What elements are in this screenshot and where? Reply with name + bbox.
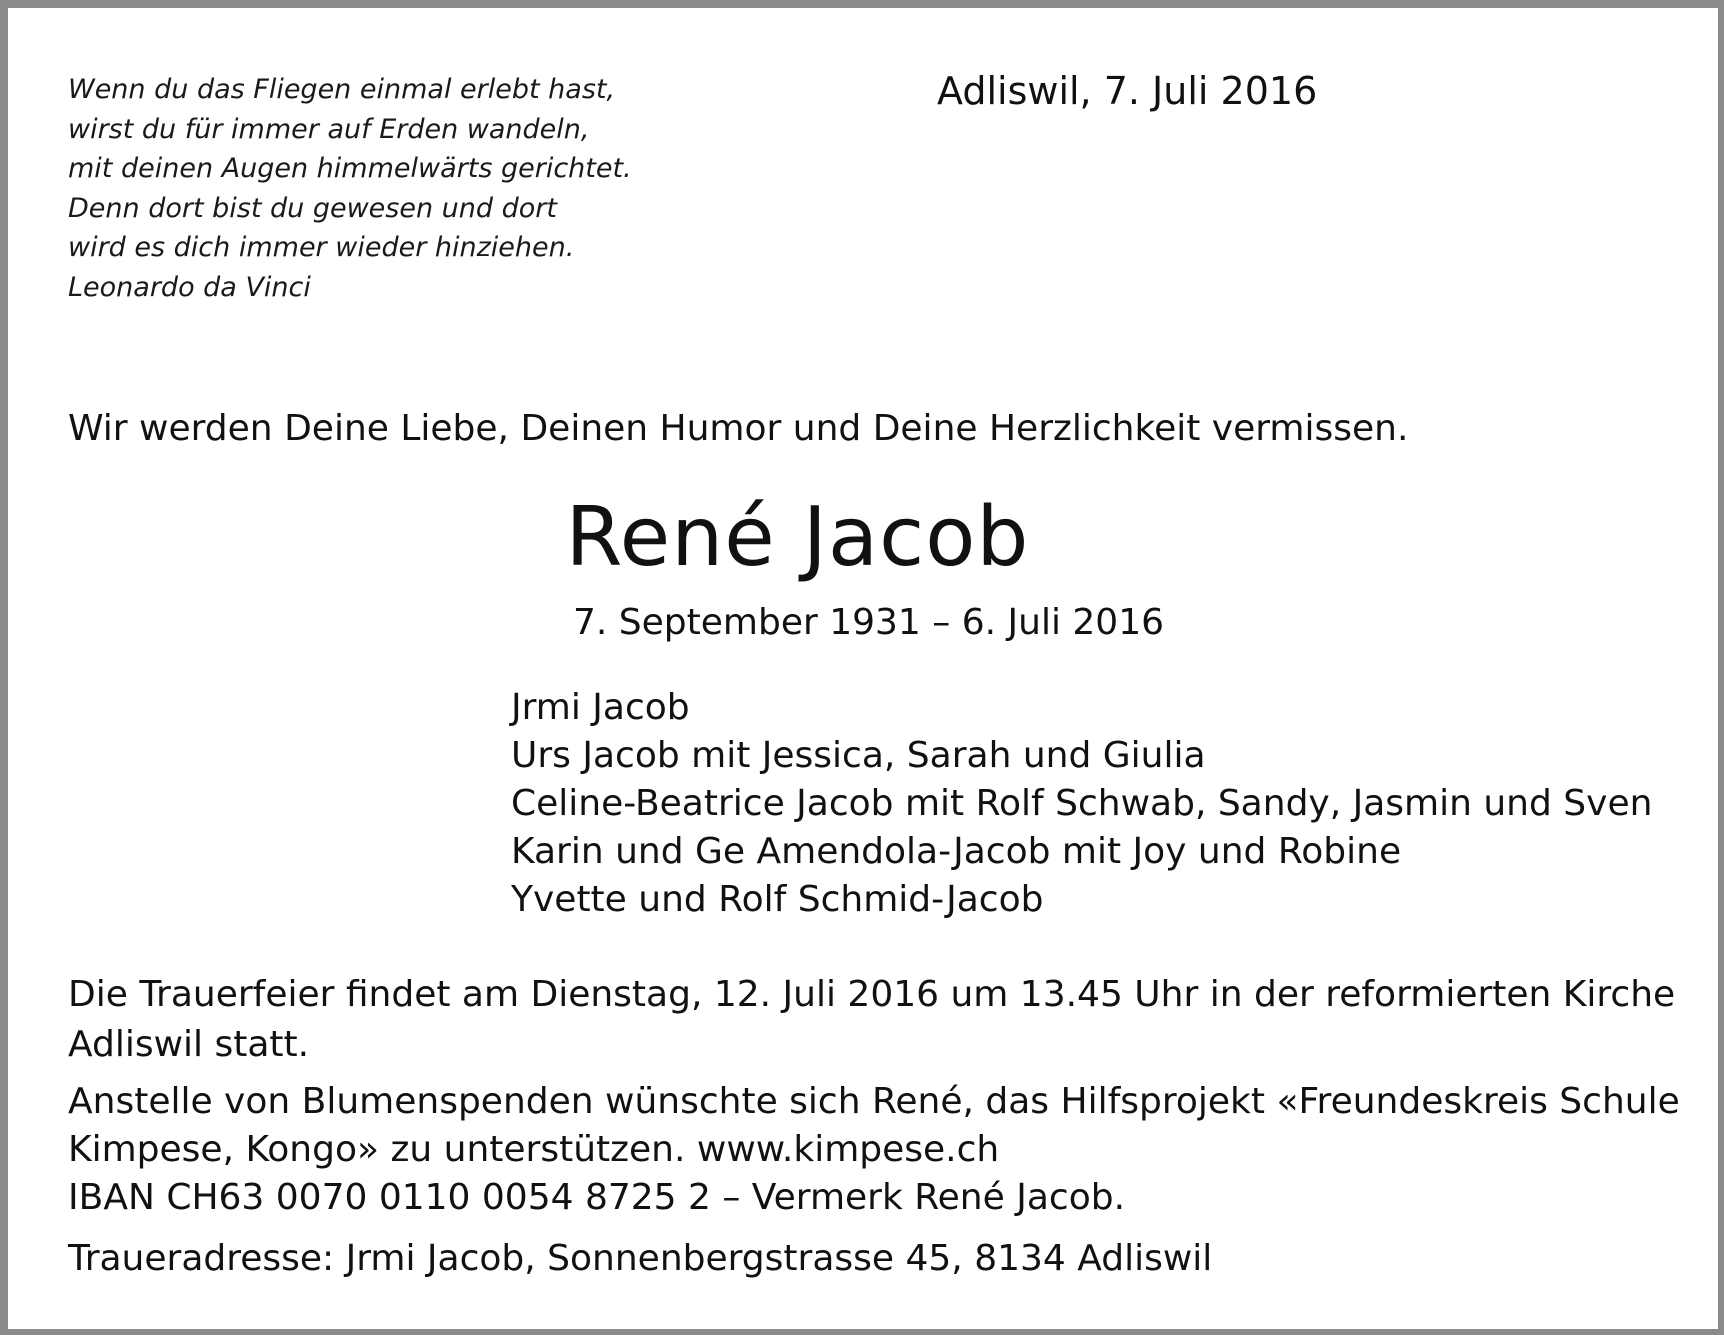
mourners-list (511, 684, 1652, 924)
intro-text: Wir werden Deine Liebe, Deinen Humor und Deine Herzlichkeit vermissen. (68, 408, 1409, 449)
place-date: Adliswil, 7. Juli 2016 (937, 69, 1318, 113)
service-info (68, 970, 1675, 1070)
donation-line: IBAN CH63 0070 0110 0054 8725 2 – Vermerk René Jacob. (68, 1177, 1126, 1218)
quote-line: Denn dort bist du gewesen und dort (68, 192, 557, 224)
mourner-line: Jrmi Jacob (511, 687, 690, 728)
mourner-line: Celine-Beatrice Jacob mit Rolf Schwab, Sandy, Jasmin und Sven (511, 783, 1653, 824)
mourner-line: Urs Jacob mit Jessica, Sarah und Giulia (511, 735, 1206, 776)
quote-line: Wenn du das Fliegen einmal erlebt hast, (68, 74, 616, 105)
service-line: Die Trauerfeier findet am Dienstag, 12. Juli 2016 um 13.45 Uhr in der reformierten Kirche (68, 974, 1676, 1015)
deceased-name-row (8, 488, 1724, 588)
mourner-line: Karin und Ge Amendola-Jacob mit Joy und Robine (511, 831, 1402, 872)
quote-block (68, 70, 632, 307)
quote-line: mit deinen Augen himmelwärts gerichtet. (68, 153, 632, 184)
mourning-address: Traueradresse: Jrmi Jacob, Sonnenbergstrasse 45, 8134 Adliswil (68, 1238, 1213, 1279)
donation-line: Anstelle von Blumenspenden wünschte sich René, das Hilfsprojekt «Freundeskreis Schule (68, 1081, 1680, 1122)
quote-line: wird es dich immer wieder hinziehen. (68, 232, 575, 263)
deceased-name: René Jacob (565, 490, 1030, 585)
mourner-line: Yvette und Rolf Schmid-Jacob (511, 879, 1044, 920)
quote-line: wirst du für immer auf Erden wandeln, (68, 113, 590, 145)
donation-line: Kimpese, Kongo» zu unterstützen. www.kimpese.ch (68, 1129, 1000, 1170)
life-dates: 7. September 1931 – 6. Juli 2016 (573, 602, 1165, 643)
quote-author: Leonardo da Vinci (68, 271, 311, 303)
service-line: Adliswil statt. (68, 1024, 310, 1065)
donation-info (68, 1078, 1680, 1222)
